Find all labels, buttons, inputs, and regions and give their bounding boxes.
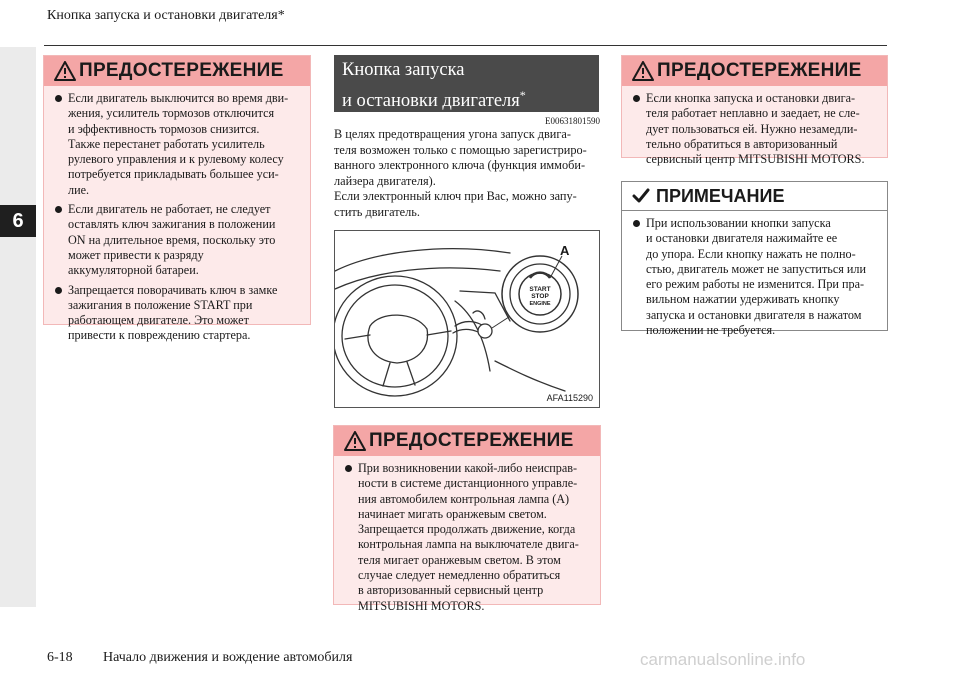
warning-item [54,202,302,278]
note-box [621,181,888,338]
chapter-side-strip [0,47,36,607]
warning-list [44,86,310,352]
warning-box-middle [333,425,601,613]
button-label-start: START [529,286,551,293]
note-title: ПРИМЕЧАНИЕ [656,185,785,206]
warning-header [622,56,887,86]
warning-item [54,91,302,198]
chapter-tab: 6 [0,205,36,237]
section-title-line2 [342,83,599,114]
body-paragraph: В целях предотвращения угона запуск двига- теля возможен только с помощью зарегистриро- ванного электронного ключа (функция иммоби- лайзера двигателя). [334,127,587,188]
warning-header [334,426,600,456]
header-divider [44,45,887,46]
warning-item [344,461,592,614]
warning-item-text: Запрещается поворачивать ключ в замке зажигания в положение START при работающем двигателе. Это может привести к повреждению стартера. [68,282,278,343]
note-list [622,211,887,346]
warning-triangle-icon [344,431,366,451]
warning-item [54,283,302,344]
warning-item-text: Если двигатель не работает, не следует оставлять ключ зажигания в положении ON на длительное время, поскольку это может привести к разряду аккумуляторной батареи. [68,202,276,278]
checkmark-icon [632,188,650,204]
figure-code: AFA115290 [546,393,593,403]
note-header [622,182,887,211]
section-title-line1: Кнопка запуска [342,60,465,80]
warning-item [632,91,879,167]
button-label-engine: ENGINE [529,301,551,307]
section-body [334,127,602,220]
page-number: 6-18 [47,650,73,665]
warning-item-text: При возникновении какой-либо неисправ- ности в системе дистанционного управле- ния автомобилем контрольная лампа (A) начинает мигать оранжевым светом. Запрещается продолжать движение, когда контрольная лампа на выключателе двига- теля мигает оранжевым светом. В этом случае следует немедленно обратиться в авторизованный сервисный центр MITSUBISHI MOTORS. [358,461,579,613]
running-header: Кнопка запуска и остановки двигателя* [47,8,285,23]
warning-triangle-icon [632,61,654,81]
warning-box-left [43,55,311,343]
warning-title: ПРЕДОСТЕРЕЖЕНИЕ [369,430,574,451]
watermark: carmanualsonline.info [640,650,806,669]
button-label-stop: STOP [531,293,549,300]
warning-list [334,456,600,622]
warning-list [622,86,887,175]
section-title-mark: * [519,88,526,102]
warning-title: ПРЕДОСТЕРЕЖЕНИЕ [79,60,284,81]
warning-item-text: Если двигатель выключится во время дви- жения, усилитель тормозов отключится и эффективность тормозов снизится. Также перестанет работать усилитель рулевого управления и к рулевому колесу потребуется прикладывать большее уси- лие. [68,91,289,197]
section-code: E00631801590 [545,116,600,126]
warning-triangle-icon [54,61,76,81]
warning-item-text: Если кнопка запуска и остановки двига- теля работает неплавно и заедает, не сле- дует пользоваться ей. Нужно незамедли- тельно обратиться в авторизованный сервисный центр MITSUBISHI MOTORS. [646,91,865,167]
note-item-text: При использовании кнопки запуска и остановки двигателя нажимайте ее до упора. Если кнопку нажать не полно- стью, двигатель может не запуститься или его режим работы не изменится. При пра- вильном нажатии удерживать кнопку запуска и остановки двигателя в нажатом положении не требуется. [646,216,867,338]
body-paragraph: Если электронный ключ при Вас, можно запу- стить двигатель. [334,189,577,219]
warning-header [44,56,310,86]
warning-title: ПРЕДОСТЕРЕЖЕНИЕ [657,60,862,81]
warning-box-right [621,55,888,167]
note-item [632,216,879,338]
dashboard-illustration [335,231,599,407]
dashboard-figure [334,230,600,408]
section-title [334,55,599,112]
callout-label: A [560,243,570,258]
footer-title: Начало движения и вождение автомобиля [103,650,353,665]
section-title-line2-text: и остановки двигателя [342,91,520,112]
